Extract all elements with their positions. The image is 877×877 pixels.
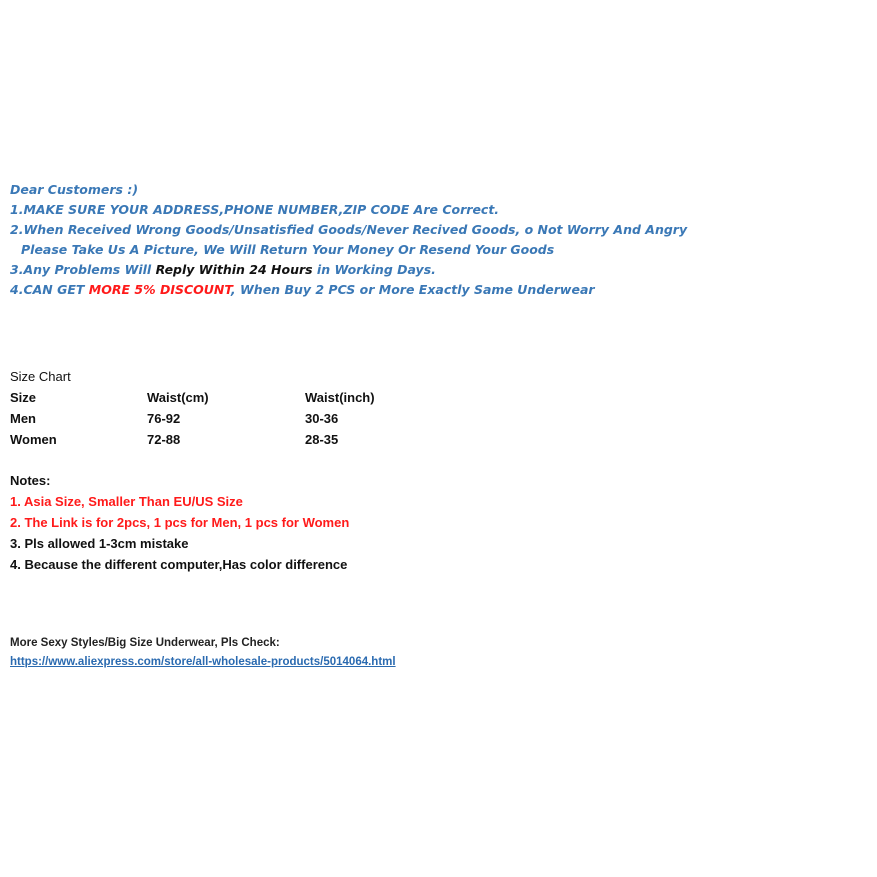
row-size: Women xyxy=(10,432,57,447)
row-waist-cm: 72-88 xyxy=(147,432,181,447)
size-chart-title: Size Chart xyxy=(10,369,71,384)
note-item-2: 2. The Link is for 2pcs, 1 pcs for Men, 1 pcs for Women xyxy=(10,515,350,530)
notes-title: Notes: xyxy=(10,473,51,488)
notice-line-2-continued: Please Take Us A Picture, We Will Return Your Money Or Resend Your Goods xyxy=(21,242,555,257)
customer-notice xyxy=(10,180,687,300)
notice-line-3-highlight: Reply Within 24 Hours xyxy=(155,262,313,277)
notice-line-4-discount: MORE 5% DISCOUNT xyxy=(88,282,231,297)
size-chart-row xyxy=(10,408,339,429)
note-item-4: 4. Because the different computer,Has color difference xyxy=(10,557,348,572)
size-chart-header-row xyxy=(10,387,375,408)
notice-line-1: 1.MAKE SURE YOUR ADDRESS,PHONE NUMBER,ZIP CODE Are Correct. xyxy=(10,202,500,217)
header-waist-inch: Waist(inch) xyxy=(305,390,375,405)
size-chart-row xyxy=(10,429,339,450)
store-link[interactable]: https://www.aliexpress.com/store/all-wholesale-products/5014064.html xyxy=(10,656,396,668)
more-styles-label: More Sexy Styles/Big Size Underwear, Pls Check: xyxy=(10,637,280,649)
notice-line-4 xyxy=(10,280,687,300)
notice-line-2: 2.When Received Wrong Goods/Unsatisfied Goods/Never Recived Goods, o Not Worry And Angry xyxy=(10,222,688,237)
notice-greeting: Dear Customers :) xyxy=(10,182,139,197)
note-item-1: 1. Asia Size, Smaller Than EU/US Size xyxy=(10,494,243,509)
notice-line-3 xyxy=(10,260,687,280)
notice-line-3-prefix: 3.Any Problems Will xyxy=(10,262,156,277)
more-styles-section xyxy=(10,634,396,672)
notice-line-3-suffix: in Working Days. xyxy=(312,262,436,277)
row-waist-inch: 30-36 xyxy=(305,411,339,426)
row-size: Men xyxy=(10,411,36,426)
header-size: Size xyxy=(10,390,37,405)
row-waist-inch: 28-35 xyxy=(305,432,339,447)
row-waist-cm: 76-92 xyxy=(147,411,181,426)
header-waist-cm: Waist(cm) xyxy=(147,390,209,405)
notice-line-4-suffix: , When Buy 2 PCS or More Exactly Same Underwear xyxy=(230,282,595,297)
notice-line-4-prefix: 4.CAN GET xyxy=(10,282,89,297)
size-chart xyxy=(10,366,375,450)
note-item-3: 3. Pls allowed 1-3cm mistake xyxy=(10,536,189,551)
notes-section xyxy=(10,470,349,575)
